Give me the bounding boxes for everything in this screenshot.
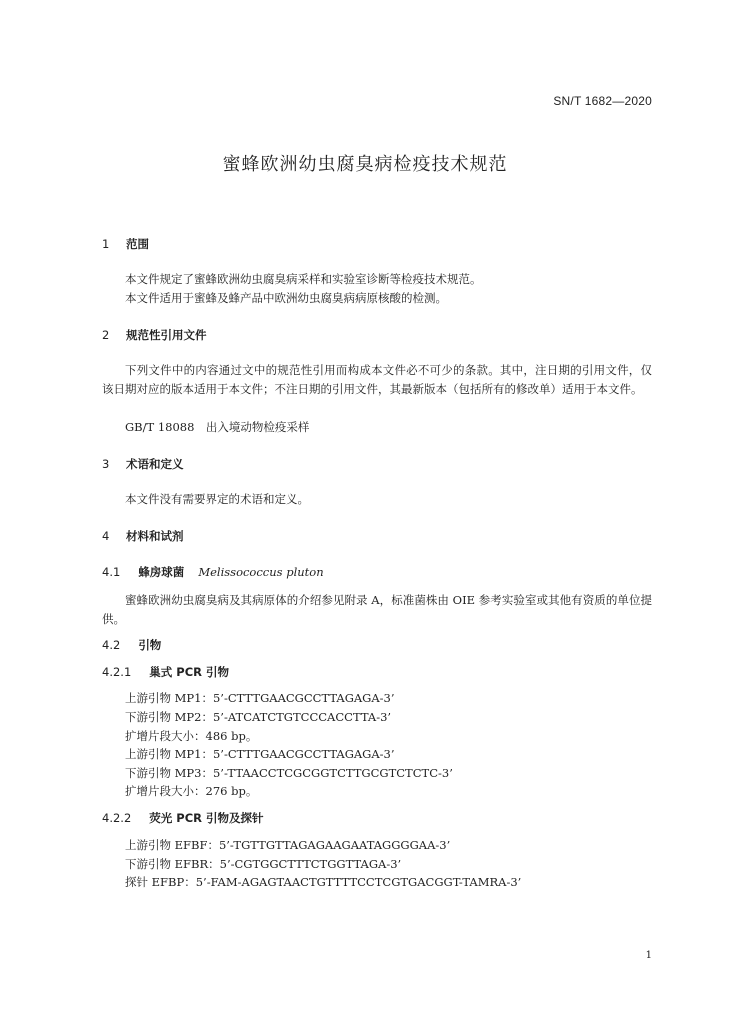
subsection-4-2-2-heading — [102, 810, 264, 826]
probe-line: 探针 EFBP：5’-FAM-AGAGTAACTGTTTTCCTCGTGACGGT-TAMRA-3’ — [125, 875, 522, 889]
section-2-heading — [102, 327, 207, 343]
section-number: 2 — [102, 328, 110, 342]
primer-line: 上游引物 MP1：5’-CTTTGAACGCCTTAGAGA-3’ — [125, 747, 395, 761]
latin-name: Melissococcus pluton — [198, 565, 324, 579]
subsection-title: 蜂房球菌 — [138, 565, 185, 579]
section-title: 规范性引用文件 — [126, 328, 207, 342]
section-number: 1 — [102, 237, 110, 251]
subsection-title: 巢式 PCR 引物 — [149, 665, 230, 679]
section-title: 材料和试剂 — [126, 529, 184, 543]
subsection-title: 荧光 PCR 引物及探针 — [149, 811, 264, 825]
section-number: 4 — [102, 529, 110, 543]
subsection-number: 4.1 — [102, 565, 121, 579]
subsection-number: 4.2.1 — [102, 665, 132, 679]
normative-reference: GB/T 18088 出入境动物检疫采样 — [125, 420, 310, 434]
section-1-heading — [102, 236, 149, 252]
section-2-paragraph: 下列文件中的内容通过文中的规范性引用而构成本文件必不可少的条款。其中，注日期的引用文件，仅该日期对应的版本适用于本文件；不注日期的引用文件，其最新版本（包括所有的修改单）适用于本文件。 — [102, 363, 652, 396]
primer-line: 上游引物 MP1：5’-CTTTGAACGCCTTAGAGA-3’ — [125, 691, 395, 705]
section-title: 术语和定义 — [126, 457, 184, 471]
subsection-4-1-heading — [102, 564, 324, 580]
section-3-paragraph: 本文件没有需要界定的术语和定义。 — [125, 492, 309, 506]
subsection-4-2-1-heading — [102, 664, 229, 680]
primer-line: 扩增片段大小：486 bp。 — [125, 729, 258, 743]
primer-line: 扩增片段大小：276 bp。 — [125, 784, 258, 798]
primer-line: 下游引物 MP2：5’-ATCATCTGTCCCACCTTA-3’ — [125, 710, 392, 724]
document-title: 蜜蜂欧洲幼虫腐臭病检疫技术规范 — [222, 154, 508, 175]
subsection-title: 引物 — [138, 638, 162, 652]
subsection-4-2-heading — [102, 637, 161, 653]
section-1-paragraph-2: 本文件适用于蜜蜂及蜂产品中欧洲幼虫腐臭病病原核酸的检测。 — [125, 291, 447, 305]
section-number: 3 — [102, 457, 110, 471]
subsection-number: 4.2 — [102, 638, 121, 652]
document-number: SN/T 1682—2020 — [553, 94, 652, 108]
subsection-4-1-paragraph: 蜜蜂欧洲幼虫腐臭病及其病原体的介绍参见附录 A，标准菌株由 OIE 参考实验室或其他有资质的单位提供。 — [102, 593, 652, 626]
subsection-number: 4.2.2 — [102, 811, 132, 825]
primer-line: 上游引物 EFBF：5’-TGTTGTTAGAGAAGAATAGGGGAA-3’ — [125, 838, 451, 852]
section-3-heading — [102, 456, 184, 472]
section-1-paragraph-1: 本文件规定了蜜蜂欧洲幼虫腐臭病采样和实验室诊断等检疫技术规范。 — [125, 272, 482, 286]
page-number: 1 — [645, 950, 652, 961]
section-title: 范围 — [126, 237, 150, 251]
primer-line: 下游引物 MP3：5’-TTAACCTCGCGGTCTTGCGTCTCTC-3’ — [125, 766, 453, 780]
section-4-heading — [102, 528, 184, 544]
primer-line: 下游引物 EFBR：5’-CGTGGCTTTCTGGTTAGA-3’ — [125, 857, 402, 871]
